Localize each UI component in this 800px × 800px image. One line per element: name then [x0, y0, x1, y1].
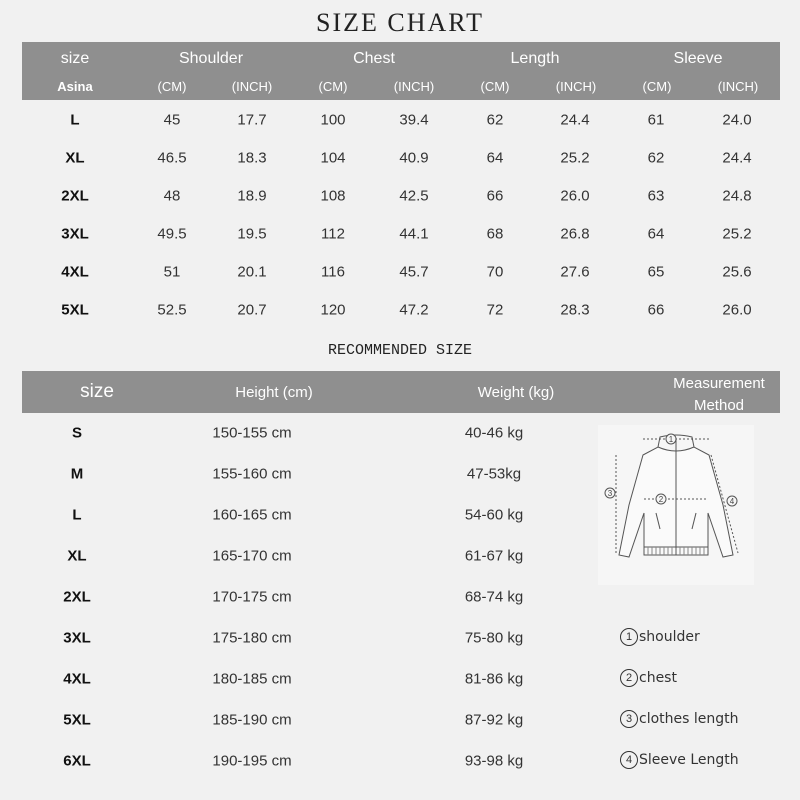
size-value: 17.7 — [237, 111, 267, 129]
legend-item — [620, 751, 739, 769]
size-label: 2XL — [61, 187, 89, 205]
size-value: 65 — [647, 263, 665, 281]
jacket-icon — [598, 425, 754, 585]
recommended-size-label: S — [71, 424, 83, 442]
size-value: 51 — [163, 263, 181, 281]
weight-value: 47-53kg — [466, 465, 522, 483]
recommended-size-label: 2XL — [63, 588, 91, 606]
diagram-mark-1: 1 — [668, 435, 674, 444]
size-value: 49.5 — [157, 225, 187, 243]
size-value: 48 — [163, 187, 181, 205]
recommended-header-2: Weight (kg) — [477, 384, 555, 401]
recommended-header-1: Height (cm) — [235, 384, 313, 401]
weight-value: 40-46 kg — [464, 424, 524, 442]
legend-number: 1 — [620, 628, 638, 646]
size-value: 25.2 — [560, 149, 590, 167]
weight-value: 61-67 kg — [464, 547, 524, 565]
recommended-size-label: XL — [67, 547, 87, 565]
page-title: SIZE CHART — [316, 8, 484, 37]
size-subheader-6: (INCH) — [555, 79, 597, 94]
size-value: 47.2 — [399, 301, 429, 319]
size-subheader-2: (INCH) — [231, 79, 273, 94]
legend-label: shoulder — [639, 629, 700, 645]
weight-value: 87-92 kg — [464, 711, 524, 729]
diagram-mark-2: 2 — [658, 495, 664, 504]
size-value: 108 — [320, 187, 346, 205]
size-value: 112 — [321, 225, 345, 243]
size-subheader-5: (CM) — [480, 79, 510, 94]
size-value: 18.3 — [237, 149, 267, 167]
size-value: 45.7 — [399, 263, 429, 281]
size-value: 70 — [486, 263, 504, 281]
size-subheader-1: (CM) — [157, 79, 187, 94]
size-value: 64 — [486, 149, 504, 167]
size-header-3: Length — [510, 50, 560, 67]
weight-value: 68-74 kg — [464, 588, 524, 606]
size-header-2: Chest — [353, 50, 395, 67]
legend-number: 2 — [620, 669, 638, 687]
weight-value: 54-60 kg — [464, 506, 524, 524]
height-value: 160-165 cm — [212, 506, 292, 524]
diagram-mark-4: 4 — [729, 497, 735, 506]
height-value: 180-185 cm — [212, 670, 292, 688]
size-value: 40.9 — [399, 149, 429, 167]
size-value: 39.4 — [399, 111, 429, 129]
legend-label: clothes length — [639, 711, 739, 727]
size-label: L — [70, 111, 80, 129]
size-value: 63 — [647, 187, 665, 205]
size-header-4: Sleeve — [673, 50, 723, 67]
size-subheader-0: Asina — [57, 79, 93, 94]
legend-label: Sleeve Length — [639, 752, 739, 768]
size-value: 61 — [647, 111, 665, 129]
size-value: 24.8 — [722, 187, 752, 205]
size-value: 26.8 — [560, 225, 590, 243]
size-header-1: Shoulder — [178, 50, 244, 67]
size-value: 24.0 — [722, 111, 752, 129]
legend-label: chest — [639, 670, 677, 686]
size-value: 25.2 — [722, 225, 752, 243]
size-value: 18.9 — [237, 187, 267, 205]
size-value: 42.5 — [399, 187, 429, 205]
jacket-measurement-diagram — [598, 425, 754, 585]
recommended-table-header — [22, 371, 780, 413]
recommended-size-label: 3XL — [63, 629, 91, 647]
size-value: 26.0 — [560, 187, 590, 205]
height-value: 175-180 cm — [212, 629, 292, 647]
size-header-0: size — [60, 50, 90, 67]
height-value: 170-175 cm — [212, 588, 292, 606]
size-table-header — [22, 42, 780, 100]
size-value: 20.1 — [237, 263, 267, 281]
height-value: 190-195 cm — [212, 752, 292, 770]
legend-item — [620, 628, 700, 646]
size-value: 44.1 — [399, 225, 429, 243]
height-value: 150-155 cm — [212, 424, 292, 442]
legend-number: 4 — [620, 751, 638, 769]
size-value: 52.5 — [157, 301, 187, 319]
size-value: 20.7 — [237, 301, 267, 319]
size-subheader-7: (CM) — [642, 79, 672, 94]
size-value: 27.6 — [560, 263, 590, 281]
legend-item — [620, 669, 677, 687]
recommended-size-label: 6XL — [63, 752, 91, 770]
size-subheader-8: (INCH) — [717, 79, 759, 94]
recommended-header-3: Measurement Method — [673, 375, 765, 414]
size-value: 24.4 — [560, 111, 590, 129]
size-value: 28.3 — [560, 301, 590, 319]
diagram-mark-3: 3 — [607, 489, 613, 498]
size-value: 100 — [320, 111, 346, 129]
weight-value: 81-86 kg — [464, 670, 524, 688]
size-value: 66 — [486, 187, 504, 205]
size-label: 4XL — [61, 263, 89, 281]
size-value: 46.5 — [157, 149, 187, 167]
size-label: XL — [65, 149, 85, 167]
recommended-size-label: 5XL — [63, 711, 91, 729]
size-value: 45 — [163, 111, 181, 129]
size-value: 72 — [486, 301, 504, 319]
recommended-size-label: M — [70, 465, 84, 483]
size-value: 120 — [320, 301, 346, 319]
height-value: 155-160 cm — [212, 465, 292, 483]
size-value: 26.0 — [722, 301, 752, 319]
recommended-size-title: RECOMMENDED SIZE — [327, 342, 473, 359]
size-label: 5XL — [61, 301, 89, 319]
size-value: 62 — [647, 149, 665, 167]
height-value: 185-190 cm — [212, 711, 292, 729]
weight-value: 93-98 kg — [464, 752, 524, 770]
size-value: 24.4 — [722, 149, 752, 167]
size-value: 68 — [486, 225, 504, 243]
size-value: 116 — [321, 263, 345, 281]
size-subheader-3: (CM) — [318, 79, 348, 94]
legend-number: 3 — [620, 710, 638, 728]
size-value: 64 — [647, 225, 665, 243]
height-value: 165-170 cm — [212, 547, 292, 565]
weight-value: 75-80 kg — [464, 629, 524, 647]
size-value: 19.5 — [237, 225, 267, 243]
size-value: 104 — [320, 149, 346, 167]
recommended-size-label: 4XL — [63, 670, 91, 688]
size-value: 66 — [647, 301, 665, 319]
size-value: 62 — [486, 111, 504, 129]
size-label: 3XL — [61, 225, 89, 243]
recommended-size-label: L — [72, 506, 82, 524]
size-subheader-4: (INCH) — [393, 79, 435, 94]
legend-item — [620, 710, 739, 728]
recommended-header-0: size — [80, 381, 114, 402]
size-value: 25.6 — [722, 263, 752, 281]
